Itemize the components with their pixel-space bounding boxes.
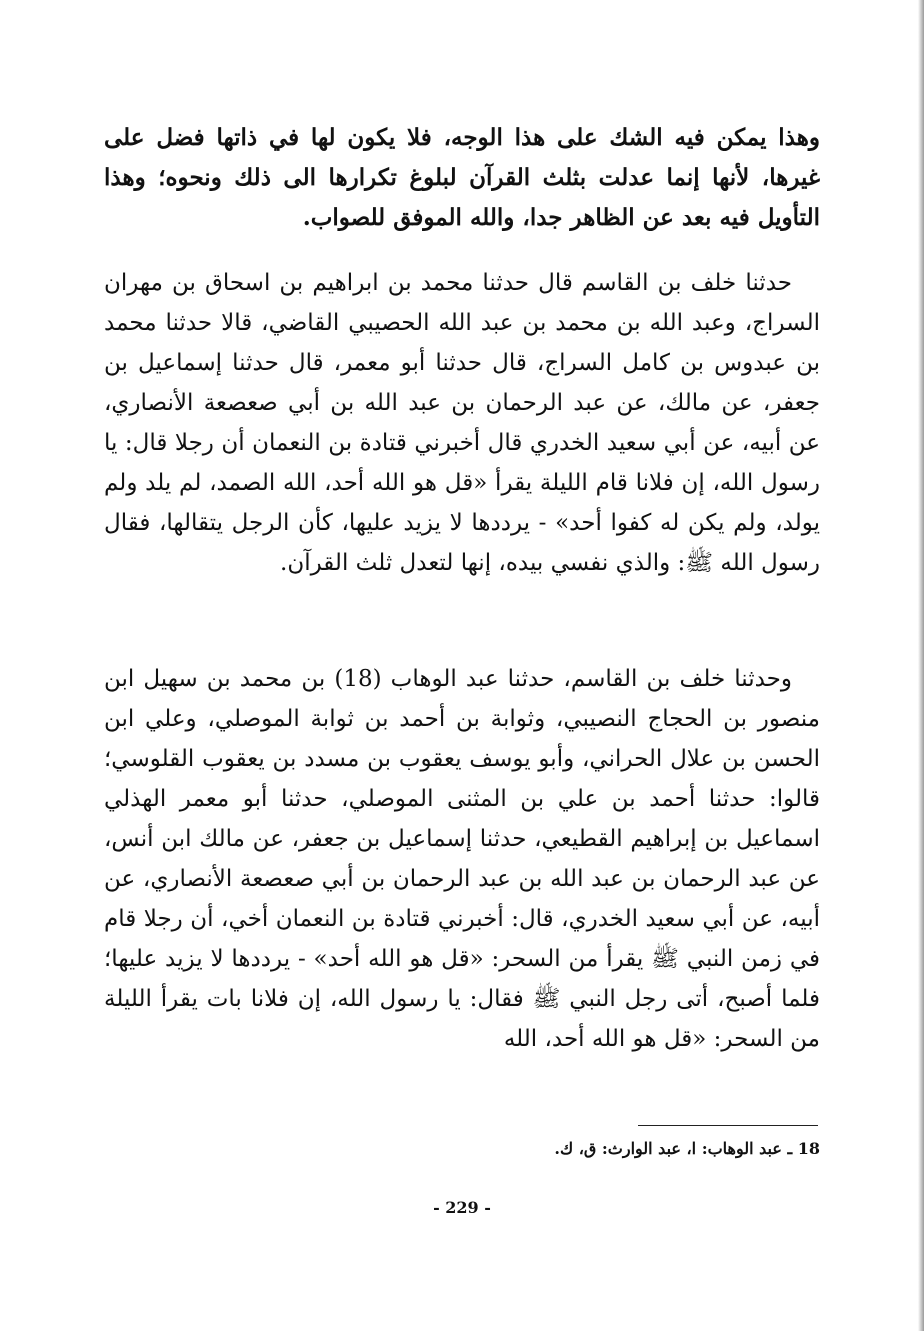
page-number: - 229 - (433, 1198, 491, 1217)
paragraph-2: حدثنا خلف بن القاسم قال حدثنا محمد بن ابراهيم بن اسحاق بن مهران السراج، وعبد الله بن محمد بن عبد الله الحصيبي القاضي، قالا حدثنا محمد بن عبدوس بن كامل السراج، قال حدثنا أبو معمر، قال حدثنا إسماعيل بن جعفر، عن مالك، عن عبد الرحمان بن عبد الله بن أبي صعصعة الأنصاري، عن أبيه، عن أبي سعيد الخدري قال أخبرني قتادة بن النعمان أن رجلا قال: يا رسول الله، إن فلانا قام الليلة يقرأ «قل هو الله أحد، الله الصمد، لم يلد ولم يولد، ولم يكن له كفوا أحد» - يرددها لا يزيد عليها، كأن الرجل يتقالها، فقال رسول الله ﷺ: والذي نفسي بيده، إنها لتعدل ثلث القرآن. (104, 270, 820, 576)
paragraph-3-block (104, 659, 820, 1059)
paragraph-1: وهذا يمكن فيه الشك على هذا الوجه، فلا يكون لها في ذاتها فضل على غيرها، لأنها إنما عدلت بثلث القرآن لبلوغ تكرارها الى ذلك ونحوه؛ وهذا التأويل فيه بعد عن الظاهر جدا، والله الموفق للصواب. (104, 124, 820, 231)
paragraph-2-block (104, 263, 820, 583)
footnote-divider (638, 1125, 818, 1126)
scan-edge-shadow (918, 0, 924, 1331)
footnote-18: 18 ـ عبد الوهاب: ا، عبد الوارث: ق، ك. (554, 1139, 820, 1158)
paragraph-1-block (104, 118, 820, 238)
paragraph-3: وحدثنا خلف بن القاسم، حدثنا عبد الوهاب (18) بن محمد بن سهيل ابن منصور بن الحجاج النصيبي، وثوابة بن أحمد بن ثوابة الموصلي، وعلي ابن الحسن بن علال الحراني، وأبو يوسف يعقوب بن مسدد بن يعقوب القلوسي؛ قالوا: حدثنا أحمد بن علي بن المثنى الموصلي، حدثنا أبو معمر الهذلي اسماعيل بن إبراهيم القطيعي، حدثنا إسماعيل بن جعفر، عن مالك ابن أنس، عن عبد الرحمان بن عبد الله بن عبد الرحمان بن أبي صعصعة الأنصاري، عن أبيه، عن أبي سعيد الخدري، قال: أخبرني قتادة بن النعمان أخي، أن رجلا قام في زمن النبي ﷺ يقرأ من السحر: «قل هو الله أحد» - يرددها لا يزيد عليها؛ فلما أصبح، أتى رجل النبي ﷺ فقال: يا رسول الله، إن فلانا بات يقرأ الليلة من السحر: «قل هو الله أحد، الله (104, 666, 820, 1052)
